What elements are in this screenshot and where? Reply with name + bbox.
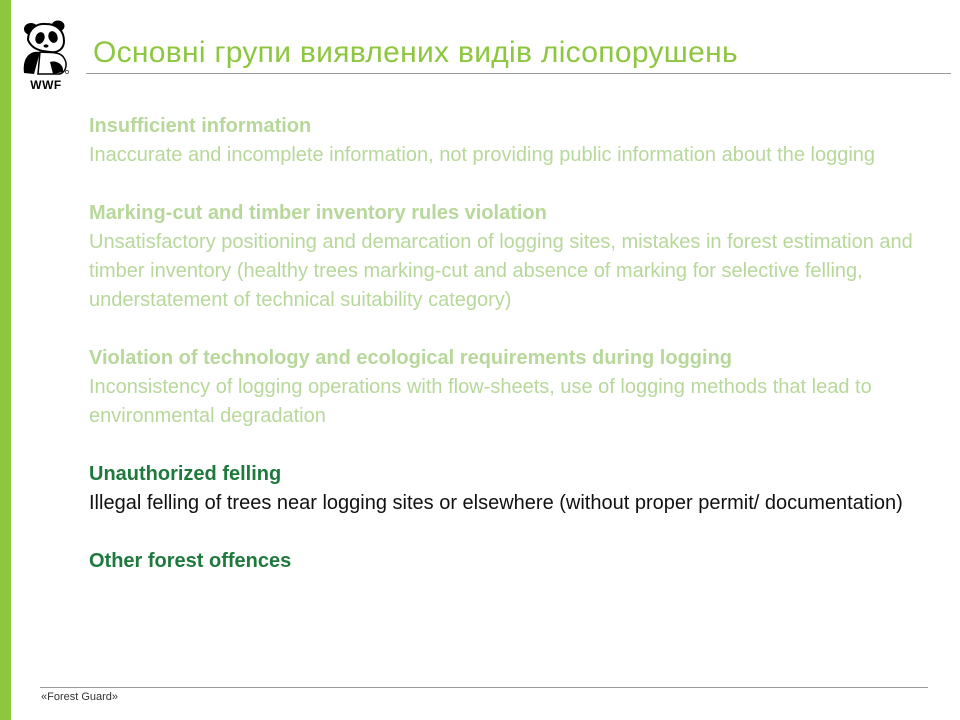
offence-groups-list [89,112,929,605]
section-description: Illegal felling of trees near logging sites or elsewhere (without proper permit/ documentation) [89,492,903,514]
section-heading: Insufficient information [89,115,312,137]
footer-text: «Forest Guard» [41,691,119,703]
section-description: Unsatisfactory positioning and demarcation of logging sites, mistakes in forest estimation and timber inventory (healthy trees marking-cut and absence of marking for selective felling, understatement of technical suitability category) [89,231,913,311]
list-item [89,344,929,431]
list-item [89,547,929,576]
wwf-logo-text: WWF [30,78,62,92]
section-heading: Violation of technology and ecological requirements during logging [89,347,733,369]
wwf-panda-logo [20,18,72,92]
section-heading: Unauthorized felling [89,463,282,485]
section-heading: Other forest offences [89,550,292,572]
list-item [89,460,929,518]
section-description: Inaccurate and incomplete information, not providing public information about the logging [89,144,876,166]
section-description: Inconsistency of logging operations with flow-sheets, use of logging methods that lead to environmental degradation [89,376,872,427]
footer-divider [40,687,928,688]
list-item [89,112,929,170]
left-accent-bar [0,0,11,720]
page-title: Основні групи виявлених видів лісопорушень [93,36,738,69]
title-divider [86,73,951,74]
list-item [89,199,929,315]
section-heading: Marking-cut and timber inventory rules violation [89,202,547,224]
